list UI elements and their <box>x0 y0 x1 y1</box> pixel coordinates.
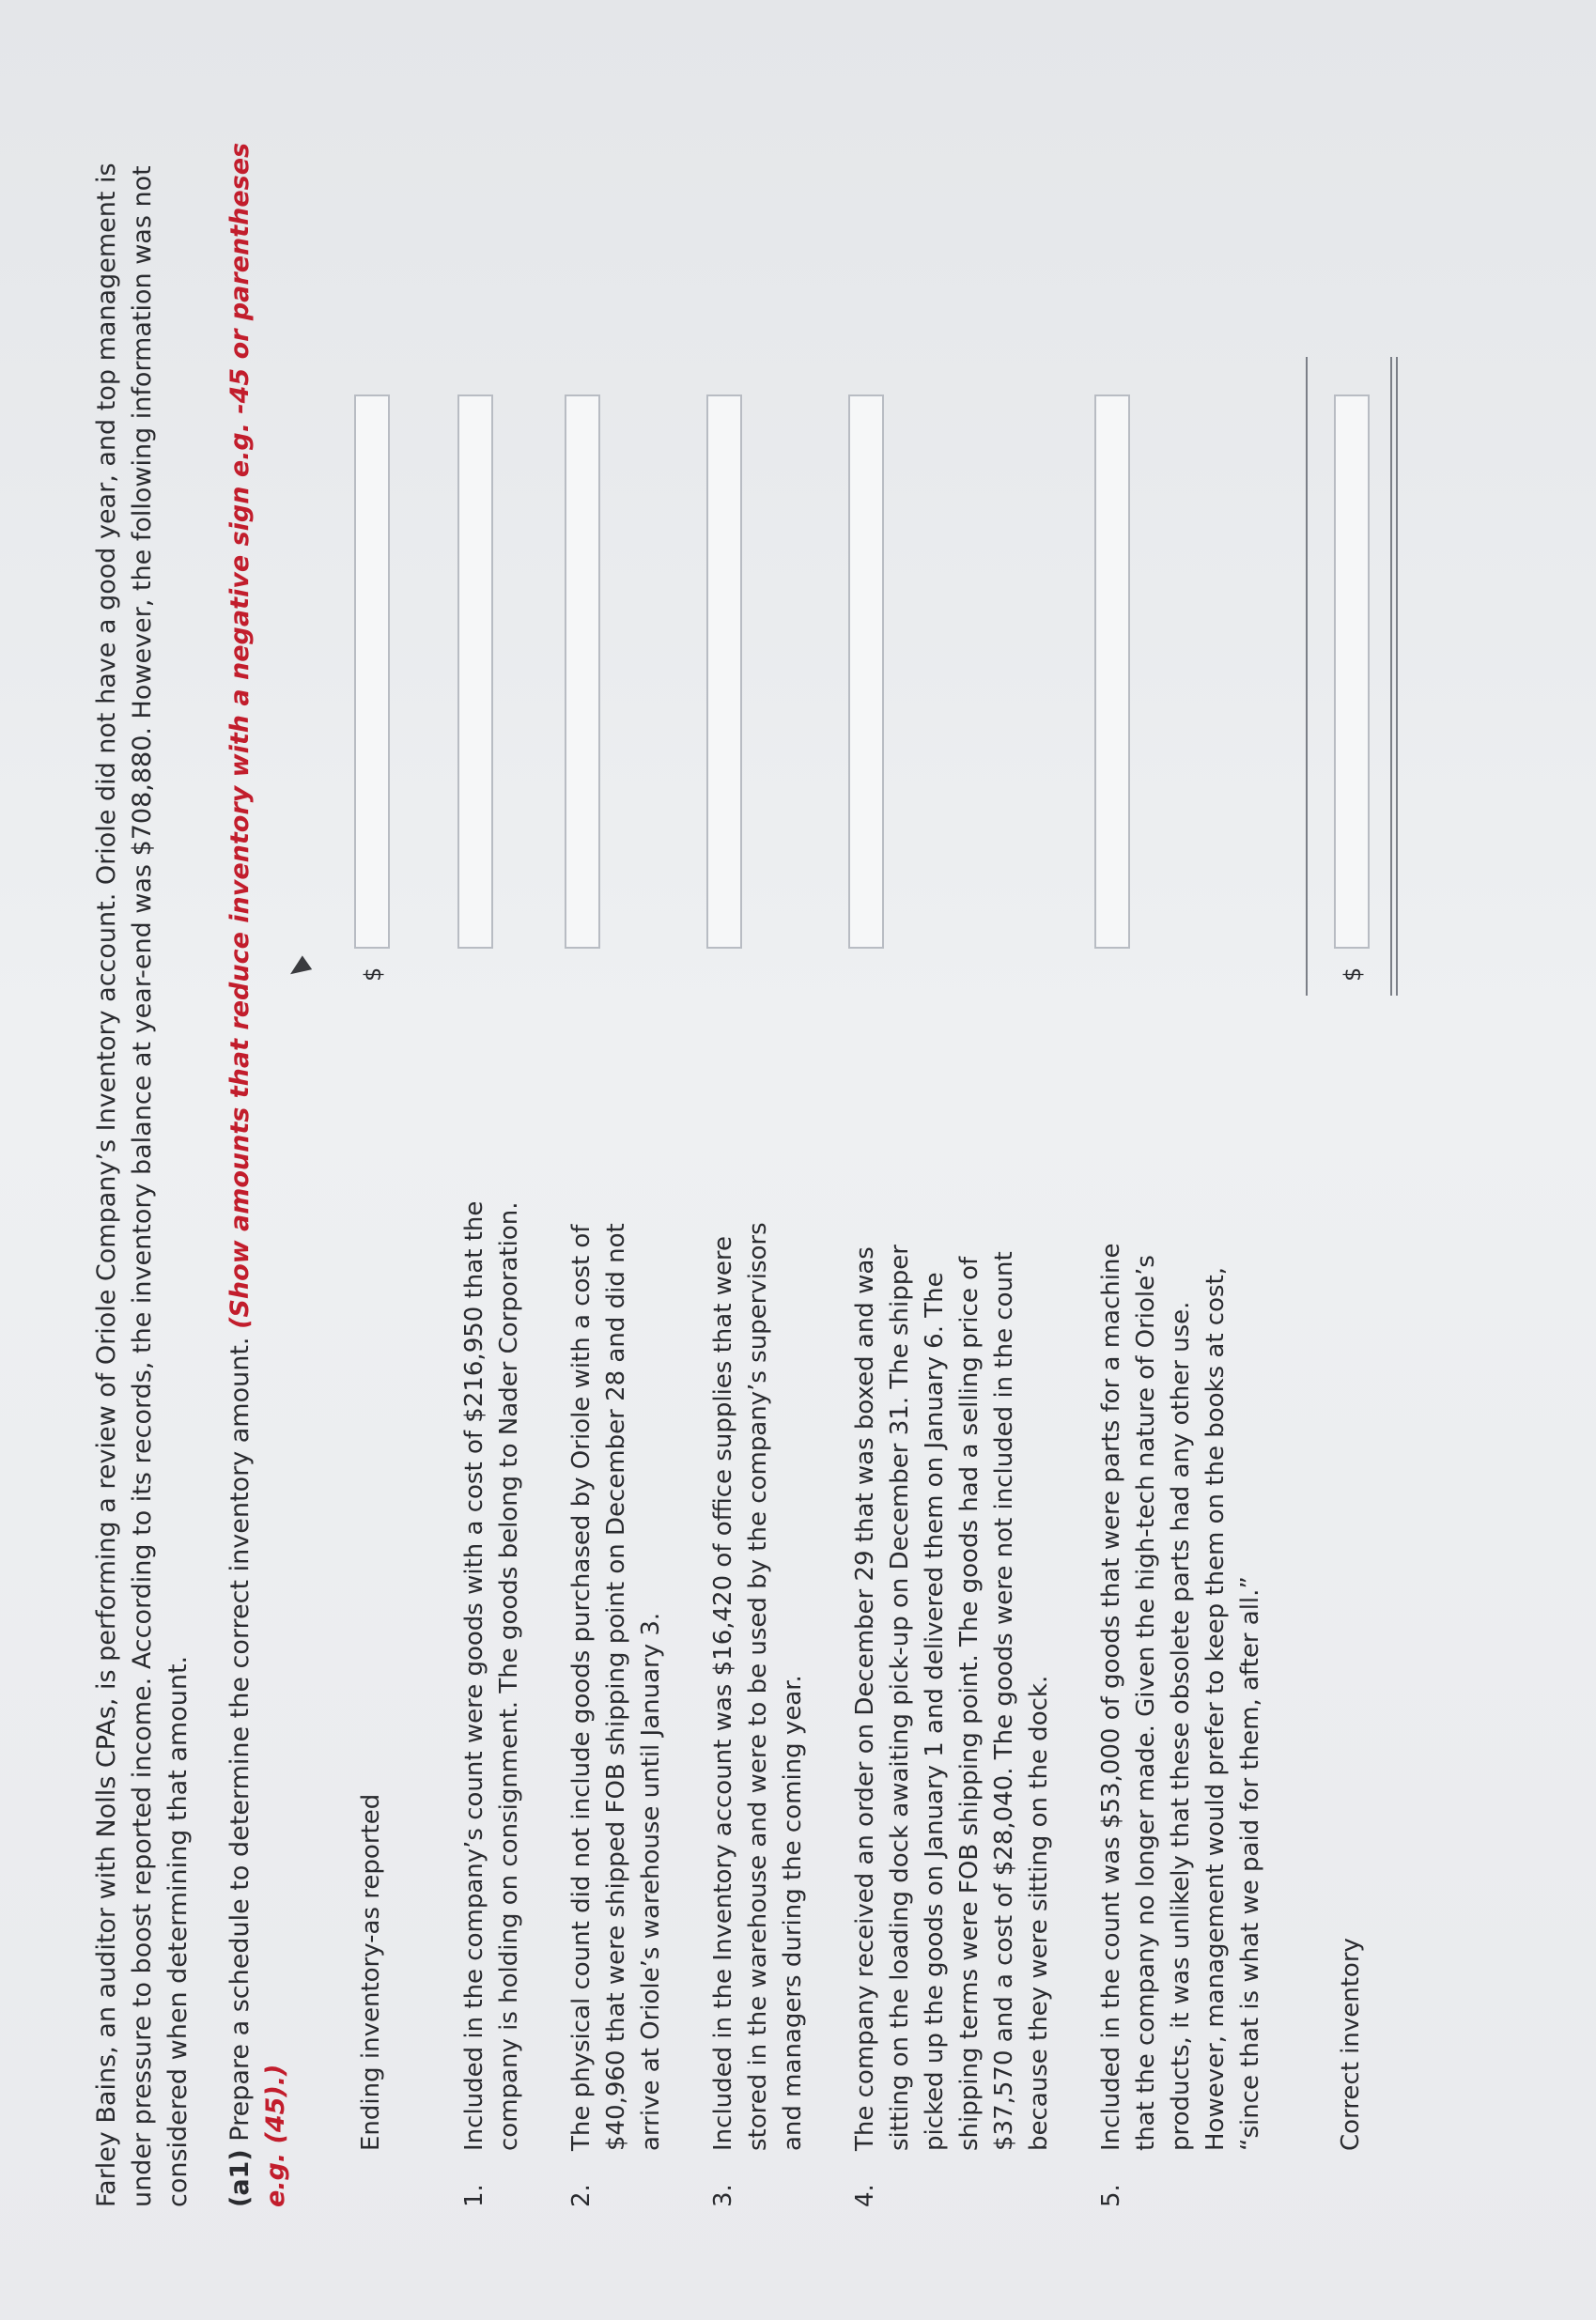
correct-inventory-input[interactable] <box>1334 394 1370 949</box>
adjustment-description: Included in the Inventory account was $16,420 of office supplies that were stored in the warehouse and were to be used by the company’s supervisors and managers during the coming year. <box>709 1222 807 2151</box>
adjustment-row-2 <box>565 103 669 2207</box>
task-prompt <box>223 141 294 2207</box>
correct-inventory-row <box>1334 103 1418 2207</box>
ending-inventory-label: Ending inventory-as reported <box>357 1793 385 2151</box>
adjustment-input-4[interactable] <box>848 394 884 949</box>
adjustment-row-3 <box>706 103 811 2207</box>
adjustment-number: 1. <box>460 2184 488 2207</box>
adjustment-input-1[interactable] <box>457 394 493 949</box>
adjustment-row-1 <box>457 103 527 2207</box>
adjustment-number: 3. <box>709 2184 737 2207</box>
ending-currency-symbol: $ <box>360 967 386 982</box>
subtotal-rule <box>1306 357 1308 996</box>
adjustment-number: 5. <box>1097 2184 1125 2207</box>
adjustment-description: Included in the count was $53,000 of goods that were parts for a machine that the company no longer made. Given the high-tech nature of Oriole’s products, it was unlikely that these obsolete parts had any other use. However, management would prefer to keep them on the books at cost, “since that is what we paid for them, after all.” <box>1097 1243 1264 2151</box>
adjustment-description: The physical count did not include goods purchased by Oriole with a cost of $40,960 that were shipped FOB shipping point on December 28 and did not arrive at Oriole’s warehouse until January 3. <box>567 1223 665 2151</box>
adjustment-row-4 <box>848 103 1057 2207</box>
correct-inventory-label: Correct inventory <box>1337 1938 1365 2151</box>
adjustment-row-5 <box>1094 103 1268 2207</box>
problem-intro: Farley Bains, an auditor with Nolls CPAs, is performing a review of Oriole Company’s Inventory account. Oriole did not have a good year, and top management is under pressure to boost reported income. According to its records, the inventory balance at year-end was $708,880. However, the following information was not considered when determining that amount. <box>92 162 193 2207</box>
adjustment-input-5[interactable] <box>1094 394 1130 949</box>
adjustment-input-2[interactable] <box>565 394 600 949</box>
task-instruction: (Show amounts that reduce inventory with a negative sign e.g. -45 or parentheses e.g. (45).) <box>225 142 290 2207</box>
total-double-rule <box>1390 357 1398 996</box>
problem-content <box>89 103 1418 2207</box>
task-label: (a1) <box>225 2149 255 2207</box>
adjustment-number: 2. <box>567 2184 596 2207</box>
task-text: Prepare a schedule to determine the correct inventory amount. <box>225 1328 255 2150</box>
adjustment-description: The company received an order on December 29 that was boxed and was sitting on the loading dock awaiting pick-up on December 31. The shipper picked up the goods on January 1 and delivered them on January 6. The shipping terms were FOB shipping point. The goods had a selling price of $37,570 and a cost of $28,040. The goods were not included in the count because they were sitting on the dock. <box>851 1245 1053 2151</box>
ending-inventory-row <box>354 103 420 2207</box>
ending-inventory-input[interactable] <box>354 394 390 949</box>
adjustment-input-3[interactable] <box>706 394 742 949</box>
correct-currency-symbol: $ <box>1340 967 1366 982</box>
adjustment-number: 4. <box>851 2184 879 2207</box>
adjustment-description: Included in the company’s count were goods with a cost of $216,950 that the company is holding on consignment. The goods belong to Nader Corporation. <box>460 1200 523 2151</box>
